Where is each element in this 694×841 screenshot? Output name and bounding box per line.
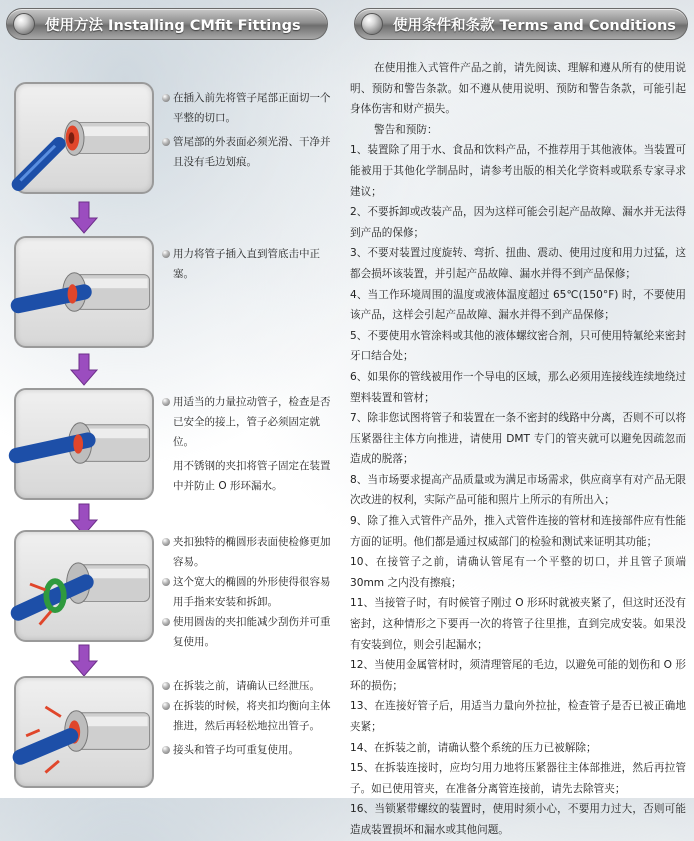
bullet-icon xyxy=(162,746,170,754)
terms-item: 3、不要对装置过度旋转、弯折、扭曲、震动、使用过度和用力过猛，这都会损坏该装置，并引起产品故障、漏水并得不到产品保修； xyxy=(350,247,686,280)
clip-icon xyxy=(16,532,152,640)
pull-test-icon xyxy=(16,390,152,498)
installing-header xyxy=(6,8,328,40)
terms-item: 14、在拆装之前，请确认整个系统的压力已被解除； xyxy=(350,741,597,754)
bullet-icon xyxy=(162,138,170,146)
bullet-icon xyxy=(162,250,170,258)
step-4-text xyxy=(162,532,340,652)
bullet-icon xyxy=(162,682,170,690)
note-text: 用不锈钢的夹扣将管子固定在装置中并防止 O 形环漏水。 xyxy=(173,460,331,492)
terms-item: 10、在接管子之前，请确认管尾有一个平整的切口，并且管子顶端 30mm 之内没有擦痕； xyxy=(350,556,686,589)
bullet-icon xyxy=(162,702,170,710)
step-5-text xyxy=(162,676,340,760)
bullet-icon xyxy=(162,578,170,586)
terms-item: 5、不要使用水管涂料或其他的液体螺纹密合剂，只可使用特氟纶来密封牙口结合处； xyxy=(350,329,686,363)
header-bullet-icon xyxy=(13,13,35,35)
step-5-illustration xyxy=(14,676,154,788)
list-item: 在拆装之前，请确认已经泄压。 xyxy=(162,676,340,696)
down-arrow-icon xyxy=(70,202,98,234)
list-item: 接头和管子均可重复使用。 xyxy=(162,740,340,760)
bullet-icon xyxy=(162,94,170,102)
terms-heading: 警告和预防： xyxy=(374,123,438,136)
step-1-text xyxy=(162,88,340,172)
bullet-icon xyxy=(162,618,170,626)
terms-item: 9、除了推入式管件产品外，推入式管件连接的管材和连接部件应有性能方面的证明。他们都是通过权威部门的检验和测试来证明其功能； xyxy=(350,515,686,548)
release-icon xyxy=(16,678,152,786)
down-arrow-icon xyxy=(70,354,98,386)
terms-intro: 在使用推入式管件产品之前，请先阅读、理解和遵从所有的使用说明、预防和警告条款。如不遵从使用说明、预防和警告条款，可能引起身体伤害和财产损失。 xyxy=(350,62,686,116)
step-1-illustration xyxy=(14,82,154,194)
terms-item: 6、如果你的管线被用作一个导电的区域，那么必须用连接线连续地绕过塑料装置和管材； xyxy=(350,370,686,404)
list-item: 这个宽大的椭圆的外形使得很容易用手指来安装和拆卸。 xyxy=(162,572,340,612)
fitting-cut-pipe-icon xyxy=(16,84,152,192)
step-2-illustration xyxy=(14,236,154,348)
terms-item: 15、在拆装连接时，应均匀用力地将压紧器往主体部推进，然后再拉管子。如已使用管夹，在准备分离管连接前，请先去除管夹； xyxy=(350,762,686,795)
header-bullet-icon xyxy=(361,13,383,35)
terms-header xyxy=(354,8,688,40)
list-item: 在插入前先将管子尾部正面切一个平整的切口。 xyxy=(162,88,340,128)
bullet-icon xyxy=(162,538,170,546)
terms-item: 2、不要拆卸或改装产品，因为这样可能会引起产品故障、漏水并无法得到产品的保修； xyxy=(350,206,686,239)
step-3-illustration xyxy=(14,388,154,500)
pipe-insert-icon xyxy=(16,238,152,346)
step-4-illustration xyxy=(14,530,154,642)
terms-title: 使用条件和条款 Terms and Conditions xyxy=(393,17,676,34)
terms-item: 16、当锁紧带螺纹的装置时，使用时须小心，不要用力过大，否则可能造成装置损坏和漏水或其他问题。 xyxy=(350,803,686,836)
list-item: 在拆装的时候，将夹扣均衡向主体推进，然后再轻松地拉出管子。 xyxy=(162,696,340,736)
terms-item: 7、除非您试图将管子和装置在一条不密封的线路中分离，否则不可以将压紧器往主体方向推进，请使用 DMT 专门的管夹就可以避免因疏忽而造成的脱落； xyxy=(350,412,686,466)
terms-item: 11、当接管子时，有时候管子刚过 O 形环时就被夹紧了，但这时还没有密封，这种情形之下要再一次的将管子往里推，直到完成安装。如果没有安装到位，则会引起漏水； xyxy=(350,597,686,651)
terms-item: 8、当市场要求提高产品质量或为满足市场需求，供应商享有对产品无限次改进的权利，实际产品可能和照片上所示的有所出入； xyxy=(350,473,686,507)
list-item: 管尾部的外表面必须光滑、干净并且没有毛边划痕。 xyxy=(162,132,340,172)
list-item: 夹扣独特的椭圆形表面使检修更加容易。 xyxy=(162,532,340,572)
terms-item: 12、当使用金属管材时，须清理管尾的毛边，以避免可能的划伤和 O 形环的损伤； xyxy=(350,659,686,692)
bullet-icon xyxy=(162,398,170,406)
list-item: 用适当的力量拉动管子，检查是否已安全的接上，管子必须固定就位。 xyxy=(162,392,340,452)
list-item: 使用圆齿的夹扣能减少刮伤并可重复使用。 xyxy=(162,612,340,652)
installing-title: 使用方法 Installing CMfit Fittings xyxy=(45,17,301,34)
step-3-text xyxy=(162,392,340,496)
list-item: 用力将管子插入直到管底击中正塞。 xyxy=(162,244,340,284)
terms-item: 1、装置除了用于水、食品和饮料产品，不推荐用于其他液体。当装置可能被用于其他化学制品时，请参考出版的相关化学资料或联系专家寻求建议； xyxy=(350,144,686,198)
down-arrow-icon xyxy=(70,645,98,677)
terms-item: 4、当工作环境周围的温度或液体温度超过 65℃(150°F) 时，不要使用该产品，这样会引起产品故障、漏水并得不到产品保修； xyxy=(350,288,686,322)
terms-item: 13、在连接好管子后，用适当力量向外拉扯，检查管子是否已被正确地夹紧； xyxy=(350,700,686,733)
terms-body xyxy=(350,58,686,841)
step-2-text xyxy=(162,244,340,284)
